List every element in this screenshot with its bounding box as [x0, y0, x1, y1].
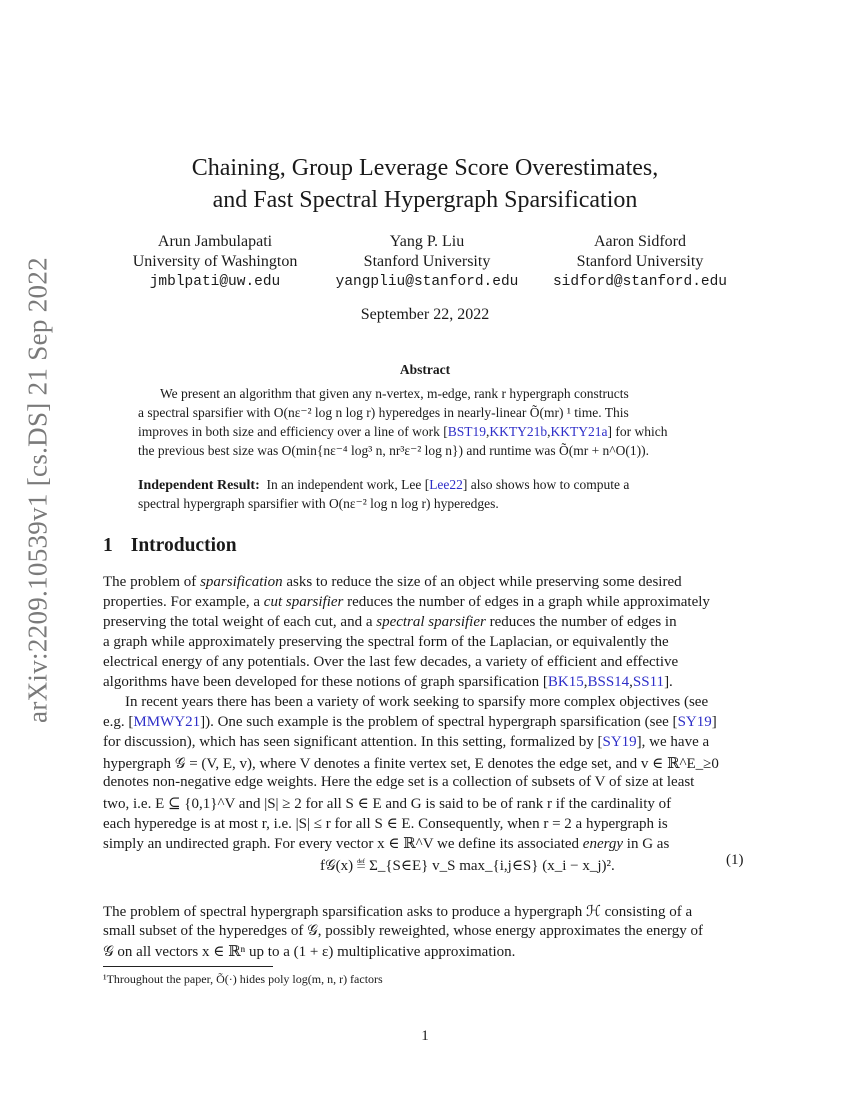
- text: algorithms have been developed for these notions of graph sparsification [: [103, 674, 548, 690]
- text: reduces the number of edges in: [485, 614, 677, 630]
- abstract-line-4: the previous best size was O(min{nε⁻⁴ log³ n, nr³ε⁻² log n}) and runtime was Õ(mr + n^O(1)).: [138, 443, 650, 458]
- citation-link[interactable]: KKTY21b: [489, 424, 548, 439]
- para2-line-7: each hyperedge is at most r, i.e. |S| ≤ r for all S ∈ E. Consequently, when r = 2 a hypergraph is: [103, 816, 668, 832]
- independent-result-label: Independent Result:: [138, 478, 260, 493]
- para2-line-5: denotes non-negative edge weights. Here the edge set is a collection of subsets of V of size at least: [103, 774, 695, 790]
- section-heading: [103, 535, 255, 557]
- text: for discussion), which has seen significant attention. In this setting, formalized by [: [103, 734, 603, 750]
- citation-link[interactable]: KKTY21a: [550, 424, 608, 439]
- author-email[interactable]: jmblpati@uw.edu: [149, 274, 281, 290]
- citation-link[interactable]: MMWY21: [133, 714, 201, 730]
- text: properties. For example, a: [103, 594, 264, 610]
- para3-line-1: The problem of spectral hypergraph sparsification asks to produce a hypergraph ℋ consisting of a: [103, 904, 693, 920]
- arxiv-id-text: arXiv:2209.10539v1 [cs.DS] 21 Sep 2022: [22, 257, 53, 723]
- abstract-text: ] for which: [607, 424, 668, 439]
- para3-line-3: 𝒢 on all vectors x ∈ ℝⁿ up to a (1 + ε) multiplicative approximation.: [103, 944, 516, 960]
- publication-date: September 22, 2022: [360, 306, 490, 323]
- citation-link[interactable]: SS11: [632, 674, 665, 690]
- abstract-text: improves in both size and efficiency over a line of work [: [138, 424, 448, 439]
- text: in G as: [623, 836, 670, 852]
- emphasis: cut sparsifier: [263, 594, 344, 610]
- section-number: 1: [103, 535, 113, 556]
- text: ]: [711, 714, 717, 730]
- abstract-line-3: improves in both size and efficiency over a line of work [BST19,KKTY21b,KKTY21a] for which: [138, 424, 668, 439]
- para1-line-5: electrical energy of any potentials. Over the last few decades, a variety of efficient and effective: [103, 654, 679, 670]
- citation-link[interactable]: BSS14: [587, 674, 630, 690]
- text: ], we have a: [636, 734, 710, 750]
- page-number: 1: [421, 1028, 429, 1044]
- para2-line-3: [103, 734, 709, 751]
- author-name: Aaron Sidford: [594, 233, 686, 250]
- text: e.g. [: [103, 714, 134, 730]
- abstract-heading: Abstract: [399, 362, 451, 377]
- para1-line-4: a graph while approximately preserving the spectral form of the Laplacian, or equivalently the: [103, 634, 669, 650]
- citation-link[interactable]: BK15: [547, 674, 584, 690]
- paper-title-line-1: Chaining, Group Leverage Score Overestimates,: [191, 155, 659, 181]
- footnote: ¹Throughout the paper, Õ(·) hides poly log(m, n, r) factors: [103, 972, 383, 986]
- para2-line-1: In recent years there has been a variety of work seeking to sparsify more complex objectives (see: [125, 694, 709, 710]
- abstract-line-2: a spectral sparsifier with O(nε⁻² log n log r) hyperedges in nearly-linear Õ(mr) ¹ time. This: [138, 405, 629, 420]
- author-affiliation: University of Washington: [132, 253, 298, 270]
- text: ]). One such example is the problem of spectral hypergraph sparsification (see [: [200, 714, 678, 730]
- citation-link[interactable]: BST19: [447, 424, 487, 439]
- emphasis: sparsification: [200, 574, 283, 590]
- para2-line-2: [103, 714, 717, 731]
- para2-line-4: hypergraph 𝒢 = (V, E, v), where V denotes a finite vertex set, E denotes the edge set, and v ∈ ℝ^E_≥0: [103, 756, 719, 772]
- citation-link[interactable]: Lee22: [429, 477, 463, 492]
- section-title: Introduction: [130, 535, 237, 556]
- author-email[interactable]: yangpliu@stanford.edu: [335, 274, 519, 290]
- para3-line-2: small subset of the hyperedges of 𝒢, possibly reweighted, whose energy approximates the energy of: [103, 923, 703, 939]
- text: preserving the total weight of each cut, and a: [103, 614, 377, 630]
- author-affiliation: Stanford University: [576, 253, 704, 270]
- author-block-1: [110, 232, 320, 292]
- independent-result-line-1: [138, 477, 629, 494]
- text: ].: [664, 674, 673, 690]
- author-block-3: [540, 232, 740, 292]
- footnote-divider: [103, 966, 273, 967]
- independent-text: In an independent work, Lee [: [266, 477, 430, 492]
- author-name: Yang P. Liu: [389, 233, 465, 250]
- citation-link[interactable]: SY19: [602, 734, 637, 750]
- text: asks to reduce the size of an object while preserving some desired: [282, 574, 682, 590]
- para2-line-8: [103, 834, 669, 853]
- paper-title-line-2: and Fast Spectral Hypergraph Sparsification: [212, 187, 638, 213]
- text: simply an undirected graph. For every vector x ∈ ℝ^V we define its associated: [103, 836, 583, 852]
- text: reduces the number of edges in a graph while approximately: [343, 594, 710, 610]
- para1-line-2: [103, 594, 710, 611]
- author-name: Arun Jambulapati: [157, 233, 273, 250]
- para1-line-3: [103, 614, 677, 631]
- independent-result-line-2: spectral hypergraph sparsifier with O(nε⁻² log n log r) hyperedges.: [138, 496, 499, 511]
- para2-line-6: two, i.e. E ⊆ {0,1}^V and |S| ≥ 2 for all S ∈ E and G is said to be of rank r if the cardinality of: [103, 796, 672, 812]
- arxiv-identifier-stamp: [14, 257, 62, 723]
- para1-line-6: algorithms have been developed for these notions of graph sparsification [BK15,BSS14,SS11].: [103, 674, 673, 690]
- abstract-line-1: We present an algorithm that given any n-vertex, m-edge, rank r hypergraph constructs: [160, 386, 629, 401]
- author-affiliation: Stanford University: [363, 253, 491, 270]
- author-email[interactable]: sidford@stanford.edu: [552, 274, 728, 290]
- independent-text: ] also shows how to compute a: [462, 477, 630, 492]
- equation-number: (1): [726, 852, 744, 868]
- author-block-2: [332, 232, 522, 292]
- emphasis: energy: [582, 836, 624, 852]
- para1-line-1: [103, 574, 682, 591]
- citation-link[interactable]: SY19: [677, 714, 712, 730]
- text: The problem of: [103, 574, 201, 590]
- energy-equation: f𝒢(x) ≝ Σ_{S∈E} v_S max_{i,j∈S} (x_i − x_j)².: [320, 858, 615, 874]
- emphasis: spectral sparsifier: [376, 614, 486, 630]
